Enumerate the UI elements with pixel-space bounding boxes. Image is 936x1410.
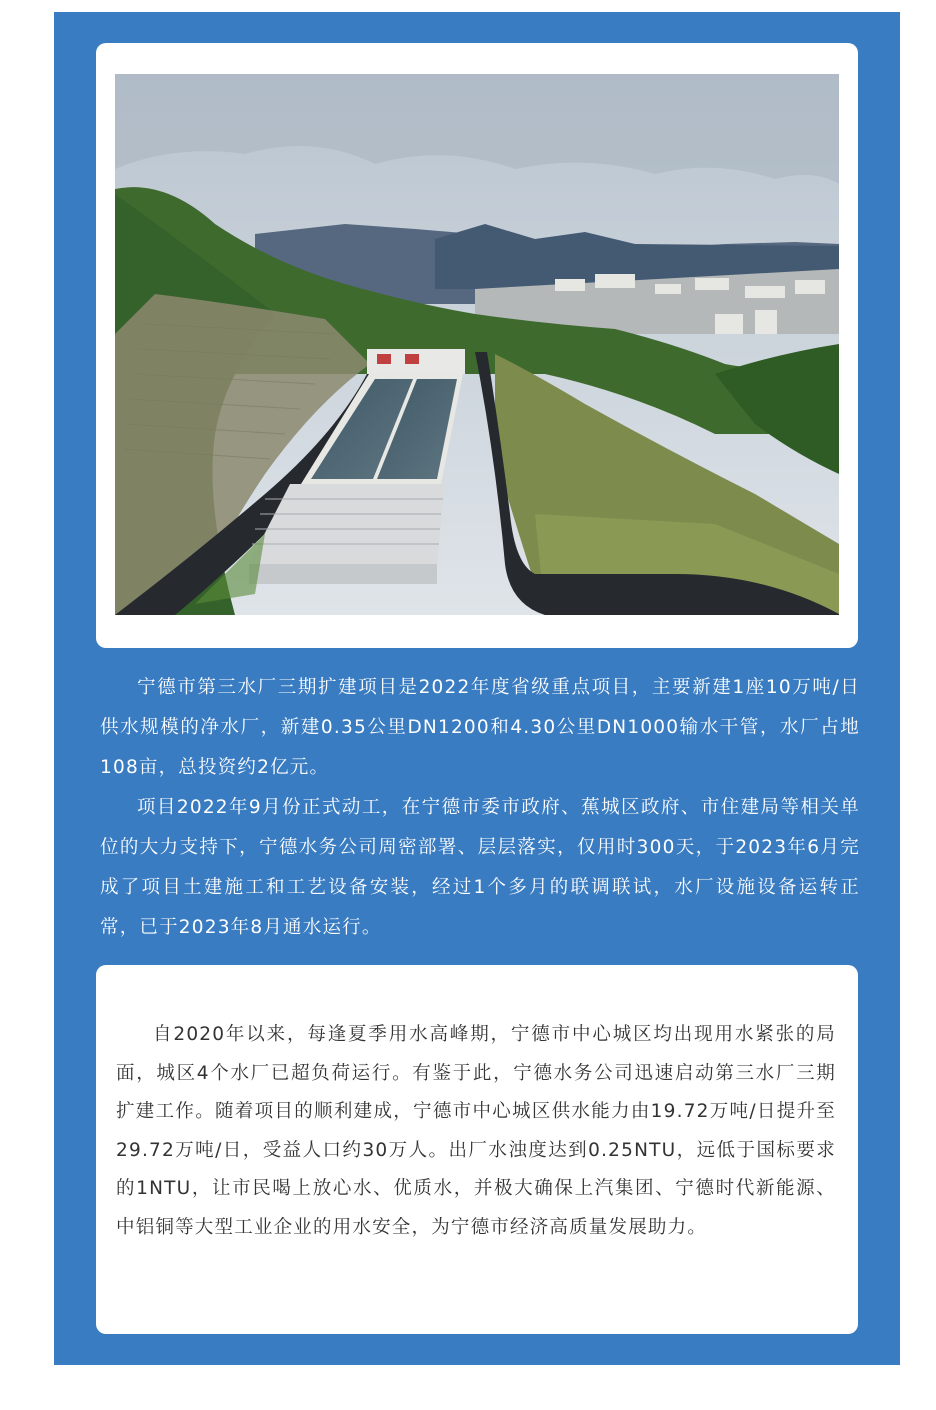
intro-paragraph-1: 宁德市第三水厂三期扩建项目是2022年度省级重点项目，主要新建1座10万吨/日供水规模的净水厂，新建0.35公里DN1200和4.30公里DN1000输水干管，水厂占地108亩，总投资约2亿元。: [100, 677, 860, 778]
water-plant-photo: [115, 74, 839, 615]
summary-card: [96, 965, 858, 1334]
summary-paragraph: 自2020年以来，每逢夏季用水高峰期，宁德市中心城区均出现用水紧张的局面，城区4个水厂已超负荷运行。有鉴于此，宁德水务公司迅速启动第三水厂三期扩建工作。随着项目的顺利建成，宁德市中心城区供水能力由19.72万吨/日提升至29.72万吨/日，受益人口约30万人。出厂水浊度达到0.25NTU，远低于国标要求的1NTU，让市民喝上放心水、优质水，并极大确保上汽集团、宁德时代新能源、中铝铜等大型工业企业的用水安全，为宁德市经济高质量发展助力。: [116, 1024, 836, 1238]
intro-paragraph-2: 项目2022年9月份正式动工，在宁德市委市政府、蕉城区政府、市住建局等相关单位的大力支持下，宁德水务公司周密部署、层层落实，仅用时300天，于2023年6月完成了项目土建施工和工艺设备安装，经过1个多月的联调联试，水厂设施设备运转正常，已于2023年8月通水运行。: [100, 797, 860, 938]
photo-card: [96, 43, 858, 648]
intro-text-block: [100, 668, 860, 948]
